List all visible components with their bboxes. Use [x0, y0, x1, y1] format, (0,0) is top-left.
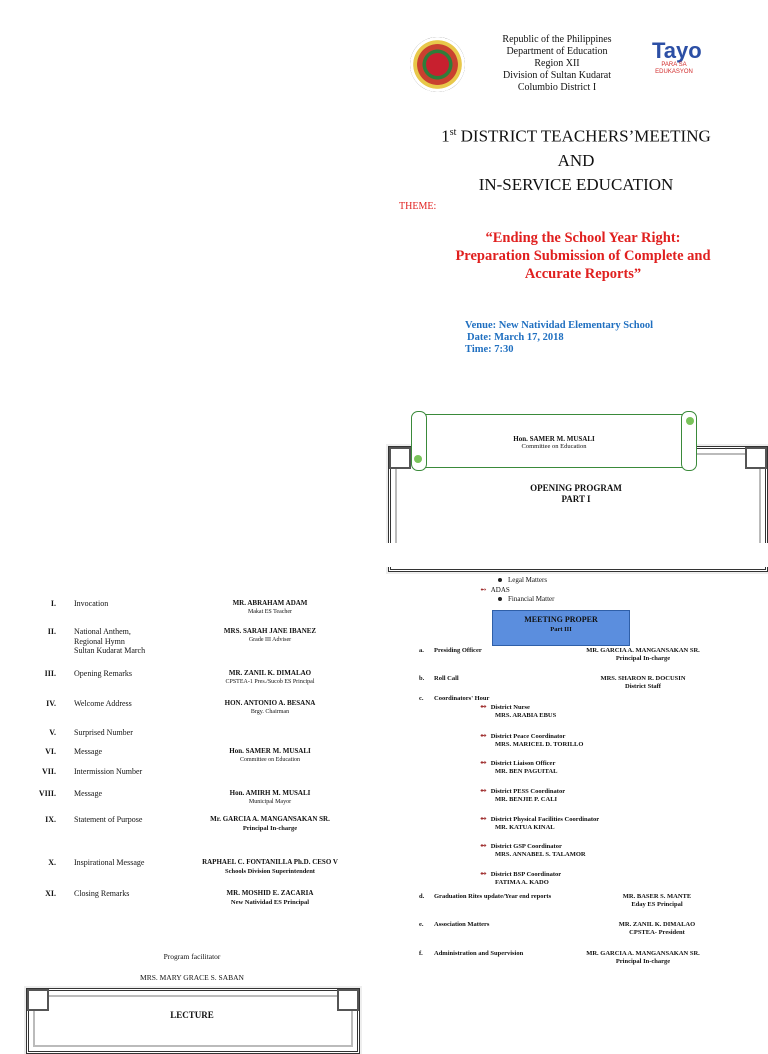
header-block [476, 34, 638, 94]
coordinator-title: District PESS Coordinator [490, 788, 566, 795]
coordinator-name: MR. BEN PAGUITAL [495, 768, 558, 775]
theme-line: Preparation Submission of Complete and [455, 248, 711, 264]
program-speaker: MR. ABRAHAM ADAM [232, 599, 308, 607]
program-speaker: RAPHAEL C. FONTANILLA Ph.D. CESO V [202, 858, 338, 866]
meeting-item-person [558, 647, 728, 663]
person-role: Principal In-charge [615, 958, 671, 965]
tayo-logo-sub: EDUKASYON [655, 69, 693, 75]
title-line: DISTRICT TEACHERS’MEETING [456, 126, 711, 146]
meeting-item-letter: e. [419, 921, 424, 928]
program-number: V. [49, 728, 56, 737]
coordinator-name: MRS. ARABIA EBUS [495, 712, 557, 719]
program-speaker: HON. ANTONIO A. BESANA [224, 699, 316, 707]
coordinator-name: MR. BENJIE P. CALI [495, 796, 558, 803]
venue-line: Venue: New Natividad Elementary School [465, 320, 654, 331]
program-number: IX. [45, 815, 56, 824]
person-name: MR. BASER S. MANTE [622, 893, 692, 900]
person-name: MR. GARCIA A. MANGANSAKAN SR. [586, 647, 700, 654]
meeting-item-letter: a. [419, 647, 424, 654]
coordinator-title: District Liaison Officer [490, 760, 556, 767]
program-number: VIII. [38, 789, 56, 798]
title-superscript: st [449, 127, 457, 138]
meeting-part: Part III [550, 626, 572, 633]
program-item: Welcome Address [74, 699, 132, 708]
program-speaker-role: Municipal Mayor [248, 799, 292, 805]
coordinator-title: District BSP Coordinator [490, 871, 562, 878]
program-speaker-role: Makat ES Teacher [247, 609, 293, 615]
program-item: Message [74, 789, 102, 798]
program-item: National Anthem, Regional Hymn Sultan Kudarat March [74, 627, 146, 655]
meeting-item-letter: c. [419, 695, 424, 702]
program-number: IV. [46, 699, 56, 708]
program-speaker-role: Brgy. Chairman [250, 709, 290, 715]
program-number: X. [48, 858, 56, 867]
program-item: Surprised Number [74, 728, 133, 737]
program-number: VII. [41, 767, 56, 776]
theme-line: “Ending the School Year Right: [485, 230, 681, 246]
theme-text [398, 229, 768, 283]
tayo-logo-sub: PARA SA [661, 62, 687, 68]
program-item: Opening Remarks [74, 669, 132, 678]
header-line: Division of Sultan Kudarat [502, 70, 612, 81]
decorative-frame [26, 988, 360, 1054]
program-item: Statement of Purpose [74, 815, 143, 824]
meeting-item-label: Association Matters [434, 921, 490, 928]
program-speaker-role: Committee on Education [240, 757, 300, 763]
title-number: 1 [441, 126, 450, 146]
scroll-role: Committee on Education [521, 443, 587, 450]
header-line: Department of Education [506, 46, 608, 57]
person-role: Eday ES Principal [631, 901, 683, 908]
deped-seal-logo [410, 37, 465, 92]
meeting-proper-banner [492, 610, 630, 646]
meeting-item-letter: f. [419, 950, 423, 957]
venue-block [465, 320, 653, 356]
coordinator-item [480, 732, 583, 749]
program-speaker: MR. ZANIL K. DIMALAO [228, 669, 312, 677]
meeting-item-label: Presiding Officer [434, 647, 482, 654]
person-role: CPSTEA- President [629, 929, 685, 936]
coordinator-item [480, 759, 557, 776]
coordinator-item [480, 842, 586, 859]
person-name: MRS. SHARON R. DOCUSIN [600, 675, 686, 682]
scroll-banner [418, 414, 690, 468]
program-number: I. [50, 599, 56, 608]
coordinator-name: MRS. MARICEL D. TORILLO [495, 741, 584, 748]
arrow-bullet-icon: ➻ [480, 814, 487, 823]
meeting-item-label: Administration and Supervision [434, 950, 524, 957]
list-item: Legal Matters [508, 576, 548, 584]
meeting-item-label: Roll Call [434, 675, 459, 682]
meeting-title: MEETING PROPER [524, 615, 598, 624]
meeting-item-letter: b. [419, 675, 425, 682]
facilitator-name: MRS. MARY GRACE S. SABAN [140, 973, 244, 982]
coordinator-name: FATIMA A. KADO [495, 879, 549, 886]
program-speaker: MR. MOSHID E. ZACARIA [226, 889, 314, 897]
program-number: II. [47, 627, 56, 636]
scroll-name: Hon. SAMER M. MUSALI [513, 435, 595, 443]
program-speaker: MRS. SARAH JANE IBANEZ [223, 627, 317, 635]
tayo-logo [652, 38, 702, 82]
title-line: AND [557, 150, 595, 170]
tayo-logo-text: Tayo [652, 38, 702, 63]
theme-line: Accurate Reports” [524, 266, 642, 282]
program-number: III. [44, 669, 56, 678]
meeting-item-person [572, 921, 742, 937]
arrow-bullet-icon: ➻ [480, 758, 487, 767]
coordinator-item [480, 815, 599, 832]
frame-corner [27, 989, 49, 1011]
program-speaker-role: Schools Division Superintendent [225, 868, 315, 875]
meeting-item-person [572, 893, 742, 909]
program-number: VI. [45, 747, 56, 756]
list-item: Financial Matter [508, 595, 555, 603]
person-role: District Staff [625, 683, 661, 690]
program-speaker: Hon. SAMER M. MUSALI [229, 747, 311, 755]
frame-corner [337, 989, 359, 1011]
program-speaker: Mr. GARCIA A. MANGANSAKAN SR. [210, 815, 330, 823]
program-speaker-role: Grade III Adviser [248, 637, 292, 643]
meeting-item-person [558, 950, 728, 966]
list-item: ADAS [490, 586, 510, 594]
program-speaker-role: CPSTEA-1 Pres./Sucob ES Principal [225, 679, 315, 685]
program-speaker-role: Principal In-charge [242, 825, 298, 832]
person-role: Principal In-charge [615, 655, 671, 662]
program-item: Intermission Number [74, 767, 143, 776]
date-line: Date: March 17, 2018 [467, 332, 564, 343]
arrow-bullet-icon: ➻ [480, 731, 487, 740]
program-speaker-role: New Natividad ES Principal [230, 899, 310, 906]
opening-program-heading [384, 483, 768, 505]
frame-corner [389, 447, 411, 469]
lecture-heading: LECTURE [170, 1010, 214, 1020]
program-item: Invocation [74, 599, 109, 608]
program-item: Closing Remarks [74, 889, 130, 898]
coordinator-item [480, 703, 556, 720]
coordinator-item [480, 787, 565, 804]
program-speaker: Hon. AMIRH M. MUSALI [229, 789, 311, 797]
meeting-item-label: Coordinators' Hour [434, 695, 490, 702]
header-line: Republic of the Philippines [502, 34, 612, 45]
coordinator-title: District Physical Facilities Coordinator [490, 816, 600, 823]
coordinator-title: District Peace Coordinator [490, 733, 566, 740]
program-item: Message [74, 747, 102, 756]
header-line: Region XII [534, 58, 580, 69]
person-name: MR. ZANIL K. DIMALAO [618, 921, 696, 928]
meeting-item-letter: d. [419, 893, 425, 900]
opening-line: OPENING PROGRAM [530, 483, 622, 493]
meeting-item-label: Graduation Rites update/Year end reports [434, 893, 552, 900]
arrow-bullet-icon: ➻ [480, 585, 487, 594]
program-item: Inspirational Message [74, 858, 145, 867]
coordinator-name: MR. KATUA KINAL [495, 824, 555, 831]
program-number: XI. [45, 889, 56, 898]
title-line: IN-SERVICE EDUCATION [478, 174, 674, 194]
person-name: MR. GARCIA A. MANGANSAKAN SR. [586, 950, 700, 957]
top-list [480, 576, 555, 604]
page-title [384, 121, 768, 197]
arrow-bullet-icon: ➻ [480, 702, 487, 711]
facilitator-label: Program facilitator [163, 952, 221, 961]
frame-corner [745, 447, 767, 469]
coordinator-title: District Nurse [490, 704, 530, 711]
opening-line: PART I [561, 494, 591, 504]
meeting-item-person [558, 675, 728, 691]
page-break [384, 543, 768, 567]
arrow-bullet-icon: ➻ [480, 869, 487, 878]
header-line: Columbio District I [517, 82, 597, 93]
coordinator-item [480, 870, 561, 887]
arrow-bullet-icon: ➻ [480, 841, 487, 850]
arrow-bullet-icon: ➻ [480, 786, 487, 795]
time-line: Time: 7:30 [465, 344, 514, 355]
coordinator-name: MRS. ANNABEL S. TALAMOR [495, 851, 586, 858]
coordinator-title: District GSP Coordinator [490, 843, 562, 850]
theme-label: THEME: [399, 201, 437, 212]
